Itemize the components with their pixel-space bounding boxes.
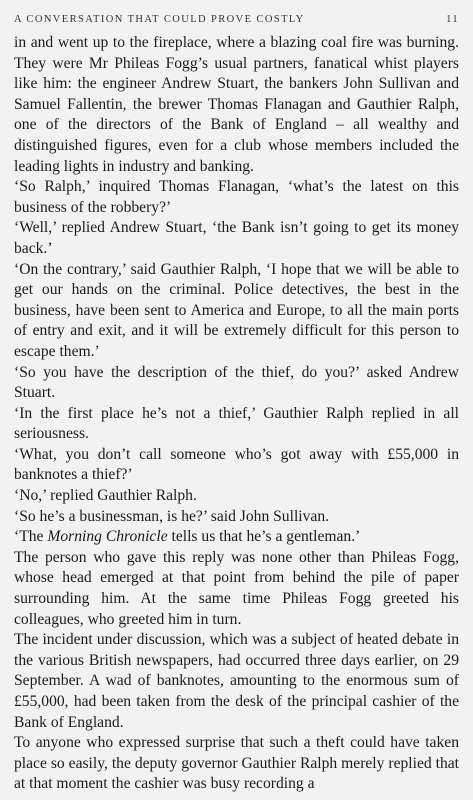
- page-number: 11: [446, 14, 459, 25]
- paragraph: The incident under discussion, which was a subject of heated debate in the various British newspapers, had occurred three days earlier, on 29 September. A wad of banknotes, amounting to the enormous sum of £55,000, had been taken from the desk of the principal cashier of the Bank of England.: [14, 631, 459, 731]
- paragraph: ‘Well,’ replied Andrew Stuart, ‘the Bank isn’t going to get its money back.’: [14, 219, 459, 257]
- paragraph: ‘So Ralph,’ inquired Thomas Flanagan, ‘what’s the latest on this business of the robbery?’: [14, 178, 459, 216]
- paragraph: in and went up to the fireplace, where a blazing coal fire was burning. They were Mr Phileas Fogg’s usual partners, fanatical whist players like him: the engineer Andrew Stuart, the bankers John Sullivan and Samuel Fallentin, the brewer Thomas Flanagan and Gauthier Ralph, one of the directors of the Bank of England – all wealthy and distinguished figures, even for a club whose members included the leading lights in industry and banking.: [14, 34, 459, 175]
- paragraph: To anyone who expressed surprise that such a theft could have taken place so easily, the deputy governor Gauthier Ralph merely replied that at that moment the cashier was busy recording a: [14, 734, 459, 793]
- paragraph: ‘So he’s a businessman, is he?’ said John Sullivan.: [14, 507, 330, 525]
- paragraph: ‘What, you don’t call someone who’s got away with £55,000 in banknotes a thief?’: [14, 445, 459, 484]
- paragraph: ‘So you have the description of the thief, do you?’ asked Andrew Stuart.: [14, 363, 459, 402]
- paragraph: ‘On the contrary,’ said Gauthier Ralph, ‘I hope that we will be able to get our hands on the criminal. Police detectives, the best in the business, have been sent to America and Europe, to all the main ports of entry and exit, and it will be extremely difficult for this person to escape them.’: [14, 260, 459, 360]
- paragraph: ‘No,’ replied Gauthier Ralph.: [14, 487, 197, 505]
- body-text: [14, 33, 459, 795]
- chronicle-open: ‘The: [14, 528, 48, 546]
- running-head: [14, 14, 459, 25]
- chronicle-rest: tells us that he’s a gentleman.’: [167, 528, 361, 546]
- paragraph: ‘In the first place he’s not a thief,’ Gauthier Ralph replied in all seriousness.: [14, 404, 459, 443]
- paragraph: The person who gave this reply was none other than Phileas Fogg, whose head emerged at that point from behind the pile of paper surrounding him. At the same time Phileas Fogg greeted his colleagues, who greeted him in turn.: [14, 548, 459, 628]
- newspaper-title: Morning Chronicle: [47, 528, 168, 546]
- running-title: A CONVERSATION THAT COULD PROVE COSTLY: [14, 14, 305, 25]
- paragraph-chronicle: [14, 527, 459, 548]
